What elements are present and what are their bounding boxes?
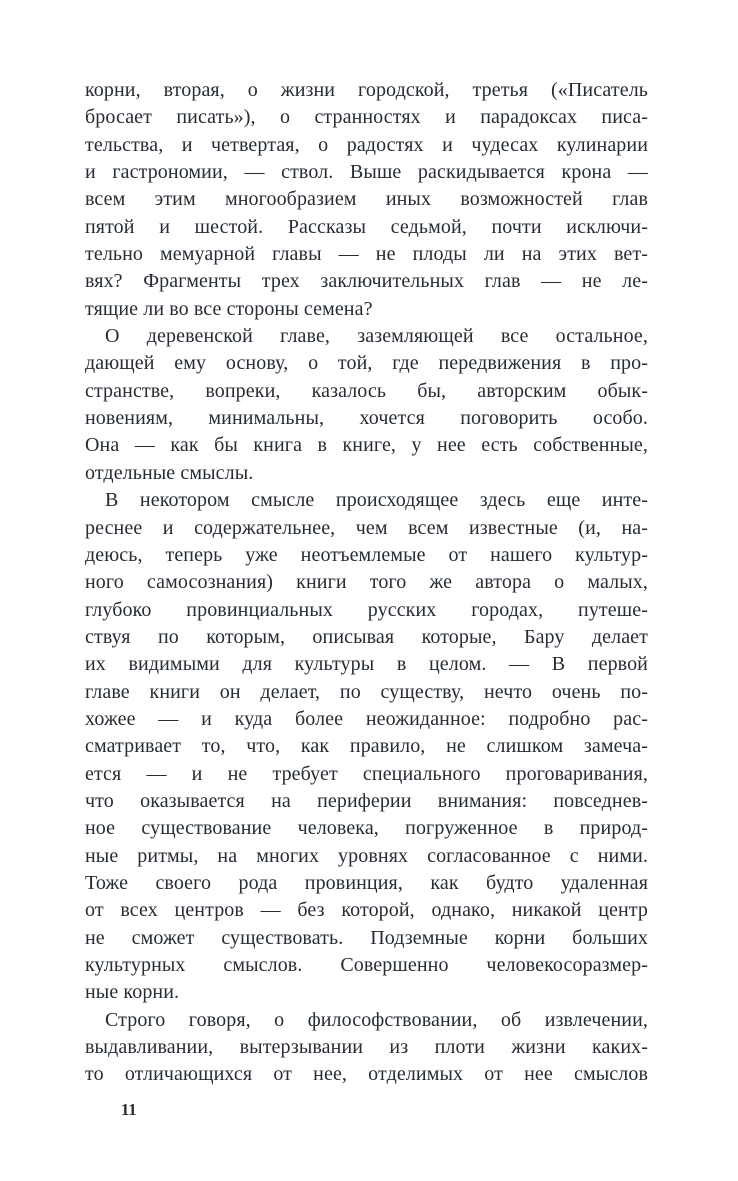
text-line: бросает писать»), о странностях и парадоксах писа- (85, 106, 648, 129)
text-line: ное существование человека, погруженное в природ- (85, 817, 648, 840)
text-line: тельства, и четвертая, о радостях и чудесах кулинарии (85, 133, 648, 156)
text-line: реснее и содержательнее, чем всем известные (и, на- (85, 516, 648, 539)
text-line: и гастрономии, — ствол. Выше раскидывается крона — (85, 161, 648, 184)
text-line: что оказывается на периферии внимания: повседнев- (85, 789, 648, 812)
text-line: новениям, минимальны, хочется поговорить особо. (85, 407, 648, 430)
text-line: дающей ему основу, о той, где передвижения в про- (85, 352, 648, 375)
text-line: от всех центров — без которой, однако, никакой центр (85, 899, 648, 922)
text-line: странстве, вопреки, казалось бы, авторским обык- (85, 379, 648, 402)
text-line: О деревенской главе, заземляющей все остальное, (105, 325, 648, 348)
text-line: всем этим многообразием иных возможностей глав (85, 188, 648, 211)
text-line: то отличающихся от нее, отделимых от нее смыслов (85, 1063, 648, 1086)
text-line: отдельные смыслы. (85, 461, 254, 484)
text-line: Тоже своего рода провинция, как будто удаленная (85, 871, 648, 894)
text-line: хожее — и куда более неожиданное: подробно рас- (85, 707, 648, 730)
text-line: выдавливании, вытерзывании из плоти жизни каких- (85, 1036, 648, 1059)
page-number: 11 (121, 1100, 137, 1119)
text-line: Она — как бы книга в книге, у нее есть собственные, (85, 434, 648, 457)
text-line: глубоко провинциальных русских городах, путеше- (85, 598, 648, 621)
text-line: пятой и шестой. Рассказы седьмой, почти исключи- (85, 215, 648, 238)
text-line: главе книги он делает, по существу, нечто очень по- (85, 680, 648, 703)
text-line: Строго говоря, о философствовании, об извлечении, (105, 1008, 648, 1031)
text-line: ется — и не требует специального проговаривания, (85, 762, 648, 785)
text-line: ные ритмы, на многих уровнях согласованное с ними. (85, 844, 648, 867)
text-line: ного самосознания) книги того же автора о малых, (85, 571, 648, 594)
text-line: ные корни. (85, 981, 180, 1004)
text-line: ствуя по которым, описывая которые, Бару делает (85, 625, 648, 648)
text-line: не сможет существовать. Подземные корни больших (85, 926, 648, 949)
text-line: сматривает то, что, как правило, не слишком замеча- (85, 735, 648, 758)
text-line: тельно мемуарной главы — не плоды ли на этих вет- (85, 243, 648, 266)
text-line: вях? Фрагменты трех заключительных глав — не ле- (85, 270, 648, 293)
text-line: В некотором смысле происходящее здесь еще инте- (105, 489, 648, 512)
text-line: деюсь, теперь уже неотъемлемые от нашего культур- (85, 543, 648, 566)
text-line: их видимыми для культуры в целом. — В первой (85, 653, 648, 676)
text-line: тящие ли во все стороны семена? (85, 297, 373, 320)
text-line: культурных смыслов. Совершенно человекосоразмер- (85, 954, 648, 976)
text-block (85, 77, 648, 1089)
text-line: корни, вторая, о жизни городской, третья («Писатель (85, 79, 648, 101)
